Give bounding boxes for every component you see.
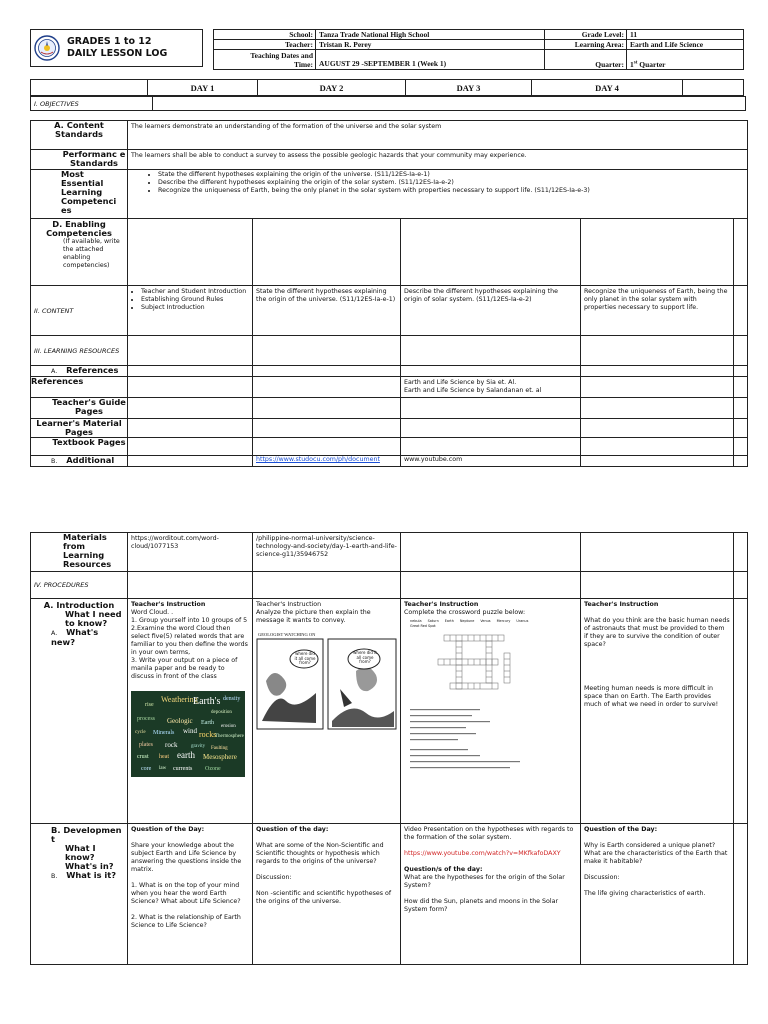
day-header-row xyxy=(30,79,744,96)
melc-list xyxy=(128,170,748,219)
wordcloud-word: core xyxy=(141,766,152,772)
day-2-header: DAY 2 xyxy=(258,80,406,96)
learning-resources-section-label: III. LEARNING RESOURCES xyxy=(31,336,128,366)
teaching-dates-value: AUGUST 29 -SEPTEMBER 1 (Week 1) xyxy=(316,50,545,70)
wordcloud-word: Earth xyxy=(201,720,214,726)
wordcloud-word: cycle xyxy=(135,730,146,735)
whats-new-label: A. What's new? xyxy=(51,627,99,647)
day-4-header: DAY 4 xyxy=(532,80,683,96)
wordcloud-word: erosion xyxy=(221,724,236,729)
development-label-cell xyxy=(31,824,128,965)
references-label: References xyxy=(31,377,128,398)
content-standards-label: A. Content Standards xyxy=(31,121,128,150)
content-day-1 xyxy=(128,286,253,336)
wordcloud-word: rock xyxy=(165,741,178,749)
main-grid-page-2 xyxy=(30,532,748,965)
wordcloud-word: Faulting xyxy=(211,746,228,751)
what-i-need-to-know-label: What I need to know? xyxy=(65,609,122,628)
additional-day-3: www.youtube.com xyxy=(401,456,581,467)
content-day-3: Describe the different hypotheses explaining the origin of solar system. (S11/12ES-Ia-e-2) xyxy=(401,286,581,336)
learners-material-label: Learner's Material Pages xyxy=(31,419,128,438)
enabling-competencies-note: (If available, write the attached enabling competencies) xyxy=(63,238,120,269)
wordcloud-word: Thermosphere xyxy=(215,734,244,739)
wordcloud-word: earth xyxy=(177,750,195,760)
wordcloud-word: gravity xyxy=(191,744,206,749)
development-day-1: Question of the Day: Share your knowledge about the subject Earth and Life Science by answering the questions inside the matrix. 1. What is on the top of your mind when you hear the word Earth Science? What about Life Science? 2. What is the relationship of Earth Science to Life Science? xyxy=(128,824,253,965)
puzzle-word-bank: nebula Saturn Earth Neptune Venus Mercury Uranus Great Red Spot xyxy=(410,619,529,628)
learning-area-label: Learning Area: xyxy=(545,40,627,50)
learning-area-value: Earth and Life Science xyxy=(627,40,744,50)
day-header-blank xyxy=(31,80,148,96)
wordcloud-word: plates xyxy=(139,742,153,748)
grade-level-label: Grade Level: xyxy=(545,30,627,40)
melc-item: • Recognize the uniqueness of Earth, being the only planet in the solar system with properties necessary to support life. (S11/12ES-Ia-e-3) xyxy=(158,187,744,195)
teacher-value: Tristan R. Perey xyxy=(316,40,545,50)
school-label: School: xyxy=(214,30,316,40)
quarter-value: 1st Quarter xyxy=(627,50,744,70)
materials-day-2: /philippine-normal-university/science-technology-and-society/day-1-earth-and-life-science-g11/35946752 xyxy=(253,533,401,572)
introduction-day-3: Teacher's Instruction Complete the crossword puzzle below: nebula Saturn Earth Neptune Venus Mercury Uranus Great Red Spot xyxy=(401,599,581,824)
objectives-section-label: I. OBJECTIVES xyxy=(31,97,153,111)
enabling-day-2 xyxy=(253,219,401,286)
wordcloud-word: Geologic xyxy=(167,717,193,725)
wordcloud-word: rise xyxy=(145,702,154,708)
development-day-3: Video Presentation on the hypotheses with regards to the formation of the solar system. https://www.youtube.com/watch?v=MKfkafoDAXY Question/s of the day: What are the hypotheses for the origin of the Solar System? How did the Sun, planets and moons in the Solar System form? xyxy=(401,824,581,965)
development-day-4: Question of the Day: Why is Earth considered a unique planet? What are the characteristics of the Earth that make it habitable? Discussion: The life giving characteristics of earth. xyxy=(581,824,734,965)
lesson-log-title-box xyxy=(30,29,203,67)
additional-label: B. Additional xyxy=(31,456,128,467)
wordcloud-word: Ozone xyxy=(205,766,221,772)
teachers-guide-label: Teacher's Guide Pages xyxy=(31,398,128,419)
enabling-day-4 xyxy=(581,219,734,286)
enabling-competencies-cell xyxy=(31,219,128,286)
performance-standards-label: Performanc e Standards xyxy=(31,150,128,170)
wordcloud-word: Earth's xyxy=(193,696,221,707)
references-day-3: Earth and Life Science by Sia et. Al. Earth and Life Science by Salandanan et. al xyxy=(401,377,581,398)
wordcloud-word: crust xyxy=(137,754,149,760)
main-grid-page-1 xyxy=(30,120,748,467)
cartoon-bubble-1: where did it all come from? xyxy=(294,651,316,665)
cartoon-bubble-2: where did it all come from? xyxy=(353,650,377,664)
day-header-blank-end xyxy=(683,80,744,96)
wordcloud-word: Minerals xyxy=(153,730,175,736)
introduction-label-cell xyxy=(31,599,128,824)
enabling-competencies-label: D. Enabling Competencies xyxy=(46,219,112,238)
wordcloud-word: deposition xyxy=(211,710,232,715)
materials-label: Materials from Learning Resources xyxy=(31,533,128,572)
wordcloud-word: heat xyxy=(159,754,169,760)
introduction-day-2: Teacher's Instruction Analyze the picture then explain the message it wants to convey. GEOLOGIST WATCHING ON where did it all come from? where did it all come from? xyxy=(253,599,401,824)
what-is-it-label: B. What is it? xyxy=(51,870,117,880)
content-day-2: State the different hypotheses explaining the origin of the universe. (S11/12ES-Ia-e-1) xyxy=(253,286,401,336)
geologist-cartoon xyxy=(256,631,397,731)
teacher-label: Teacher: xyxy=(214,40,316,50)
wordcloud-word: Mesosphere xyxy=(203,753,237,761)
whats-in-label: What's in? xyxy=(65,861,114,871)
materials-day-1: https://worditout.com/word-cloud/1077153 xyxy=(128,533,253,572)
enabling-day-3 xyxy=(401,219,581,286)
title-line-1: GRADES 1 to 12 xyxy=(67,36,152,47)
development-label: B. Developmen t xyxy=(51,825,122,844)
content-item: • Teacher and Student Introduction xyxy=(141,288,249,296)
day-3-header: DAY 3 xyxy=(406,80,532,96)
wordcloud-word: Weathering xyxy=(161,695,198,704)
references-a-label: A. References xyxy=(31,366,128,377)
development-day-2: Question of the day: What are some of the Non-Scientific and Scientific thoughts or hypothesis which regards to the origins of the universe? Discussion: Non -scientific and scientific hypotheses of the origins of the universe. xyxy=(253,824,401,965)
procedures-section-label: IV. PROCEDURES xyxy=(31,572,128,599)
content-day-4: Recognize the uniqueness of Earth, being the only planet in the solar system with properties necessary to support life. xyxy=(581,286,734,336)
day-1-header: DAY 1 xyxy=(148,80,258,96)
content-item: • Subject Introduction xyxy=(141,304,249,312)
melc-label: Most Essential Learning Competenci es xyxy=(31,170,128,219)
word-cloud-image xyxy=(131,691,245,777)
header-info-table xyxy=(213,29,744,70)
wordcloud-word: density xyxy=(223,696,241,702)
additional-day-2-link[interactable]: https://www.studocu.com/ph/document xyxy=(253,456,401,467)
video-link[interactable]: https://www.youtube.com/watch?v=MKfkafoDAXY xyxy=(404,850,561,857)
wordcloud-word: law xyxy=(159,766,167,771)
wordcloud-word: rocks xyxy=(199,730,217,739)
title-line-2: DAILY LESSON LOG xyxy=(67,48,168,59)
cartoon-drawing-icon xyxy=(256,631,397,731)
melc-item: • State the different hypotheses explaining the origin of the universe. (S11/12ES-Ia-e-1) xyxy=(158,171,744,179)
introduction-day-4: Teacher's Instruction What do you think are the basic human needs of astronauts that must be provided to them if they are to survive the condition of outer space? Meeting human needs is more difficult in space than on Earth. The Earth provides much of what we need in order to survive! xyxy=(581,599,734,824)
what-i-know-label: What I know? xyxy=(65,843,96,862)
cartoon-caption: GEOLOGIST WATCHING ON xyxy=(258,632,316,637)
introduction-label: A. Introduction xyxy=(43,600,115,610)
grade-level-value: 11 xyxy=(627,30,744,40)
quarter-label: Quarter: xyxy=(545,50,627,70)
content-section-label: II. CONTENT xyxy=(31,286,128,336)
wordcloud-word: currents xyxy=(173,766,193,772)
performance-standards-text: The learners shall be able to conduct a survey to assess the possible geologic hazards that your community may experience. xyxy=(128,150,748,170)
objectives-empty xyxy=(153,97,746,111)
content-standards-text: The learners demonstrate an understanding of the formation of the universe and the solar system xyxy=(128,121,748,150)
wordcloud-word: process xyxy=(137,716,155,722)
wordcloud-word: wind xyxy=(183,727,197,735)
teaching-dates-label: Teaching Dates and Time: xyxy=(214,50,316,70)
school-value: Tanza Trade National High School xyxy=(316,30,545,40)
introduction-day-1: Teacher's Instruction Word Cloud. . 1. Group yourself into 10 groups of 5 2.Examine the word Cloud then select five(5) related words that are familiar to you then define the words in your own terms, 3. Write your output on a piece of manila paper and be ready to discuss in front of the class rise Weathering Earth's density deposition process Geologic Earth erosion cycle Minerals wind rocks Thermosphere plates rock gravity Faulting crust heat earth Mesosphere core law currents Ozone xyxy=(128,599,253,824)
question-of-day-label: Question/s of the day: xyxy=(404,866,483,873)
enabling-day-1 xyxy=(128,219,253,286)
textbook-pages-label: Textbook Pages xyxy=(31,438,128,456)
content-item: • Establishing Ground Rules xyxy=(141,296,249,304)
melc-item: • Describe the different hypotheses explaining the origin of the solar system. (S11/12ES-Ia-e-2) xyxy=(158,179,744,187)
objectives-row xyxy=(30,96,746,111)
crossword-puzzle-image xyxy=(404,619,554,799)
crossword-grid-icon xyxy=(404,631,554,796)
